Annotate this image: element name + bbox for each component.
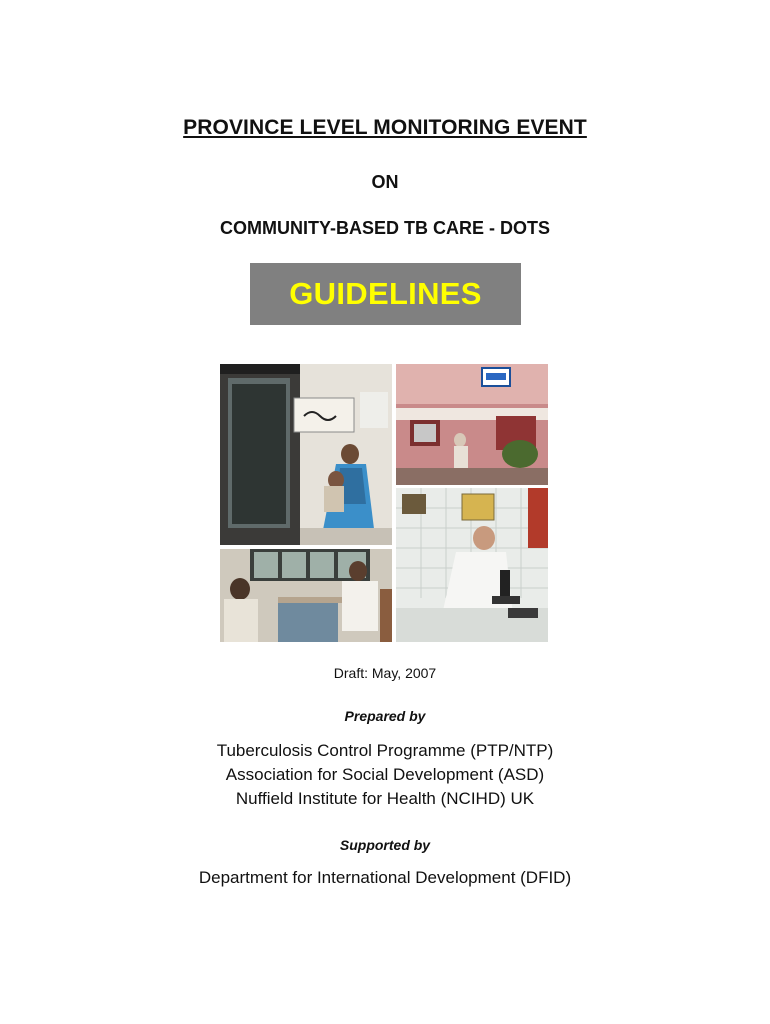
draft-date: Draft: May, 2007 — [333, 665, 437, 681]
photo-consultation — [220, 549, 392, 642]
photo-health-house-woman — [220, 364, 392, 545]
organisation-line: Association for Social Development (ASD) — [225, 765, 545, 784]
funder-name: Department for International Development (DFID) — [198, 868, 572, 887]
prepared-by-label: Prepared by — [344, 708, 426, 724]
organisation-line: Nuffield Institute for Health (NCIHD) UK — [235, 789, 535, 808]
document-subtitle: COMMUNITY-BASED TB CARE - DOTS — [220, 218, 550, 238]
organisation-line: Tuberculosis Control Programme (PTP/NTP) — [216, 741, 554, 760]
banner-text: GUIDELINES — [289, 276, 482, 311]
document-title: PROVINCE LEVEL MONITORING EVENT — [183, 116, 587, 139]
supported-by-label: Supported by — [339, 837, 431, 853]
on-label: ON — [371, 172, 399, 192]
organisations-list — [0, 739, 770, 811]
photo-clinic-courtyard — [396, 364, 548, 485]
guidelines-banner — [250, 263, 521, 325]
photo-microscopy-lab — [396, 488, 548, 642]
